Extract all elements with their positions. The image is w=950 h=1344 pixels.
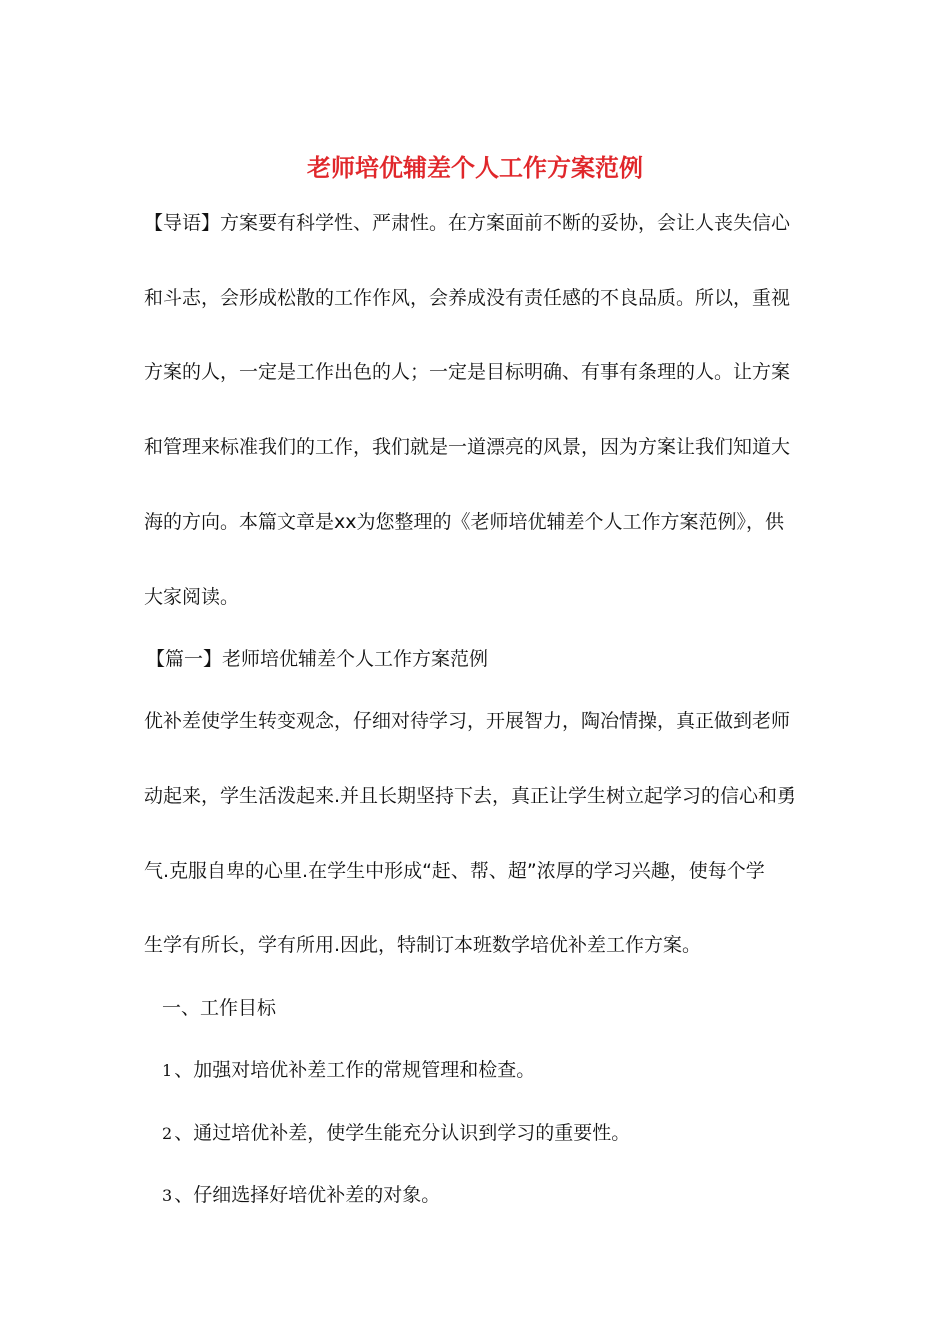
goal-number: 3 <box>162 1186 173 1205</box>
intro-line-2: 和斗志，会形成松散的工作作风，会养成没有责任感的不良品质。所以，重视 <box>144 287 791 309</box>
intro-line-1: 【导语】方案要有科学性、严肃性。在方案面前不断的妥协，会让人丧失信心 <box>144 212 791 234</box>
body-line-4: 生学有所长，学有所用.因此，特制订本班数学培优补差工作方案。 <box>144 934 702 956</box>
body-line-1: 优补差使学生转变观念，仔细对待学习，开展智力，陶冶情操，真正做到老师 <box>144 710 791 732</box>
intro-line-3: 方案的人，一定是工作出色的人；一定是目标明确、有事有条理的人。让方案 <box>144 361 791 383</box>
heading-work-goals: 一、工作目标 <box>162 997 277 1019</box>
goal-item-1 <box>162 1055 535 1086</box>
goal-text: 、仔细选择好培优补差的对象。 <box>174 1184 441 1206</box>
intro-line-6: 大家阅读。 <box>144 586 240 608</box>
intro-line-4: 和管理来标准我们的工作，我们就是一道漂亮的风景，因为方案让我们知道大 <box>144 436 791 458</box>
goal-item-2 <box>162 1118 630 1149</box>
body-line-2: 动起来，学生活泼起来.并且长期坚持下去，真正让学生树立起学习的信心和勇 <box>144 785 797 807</box>
body-line-3: 气.克服自卑的心里.在学生中形成“赶、帮、超”浓厚的学习兴趣，使每个学 <box>144 860 765 882</box>
goal-text: 、加强对培优补差工作的常规管理和检查。 <box>174 1059 536 1081</box>
goal-text: 、通过培优补差，使学生能充分认识到学习的重要性。 <box>174 1122 631 1144</box>
document-title: 老师培优辅差个人工作方案范例 <box>307 154 643 182</box>
section-title: 【篇一】老师培优辅差个人工作方案范例 <box>146 648 489 670</box>
goal-item-3 <box>162 1180 440 1211</box>
goal-number: 1 <box>162 1061 173 1080</box>
intro-line-5: 海的方向。本篇文章是xx为您整理的《老师培优辅差个人工作方案范例》，供 <box>144 511 784 533</box>
goal-number: 2 <box>162 1124 173 1143</box>
